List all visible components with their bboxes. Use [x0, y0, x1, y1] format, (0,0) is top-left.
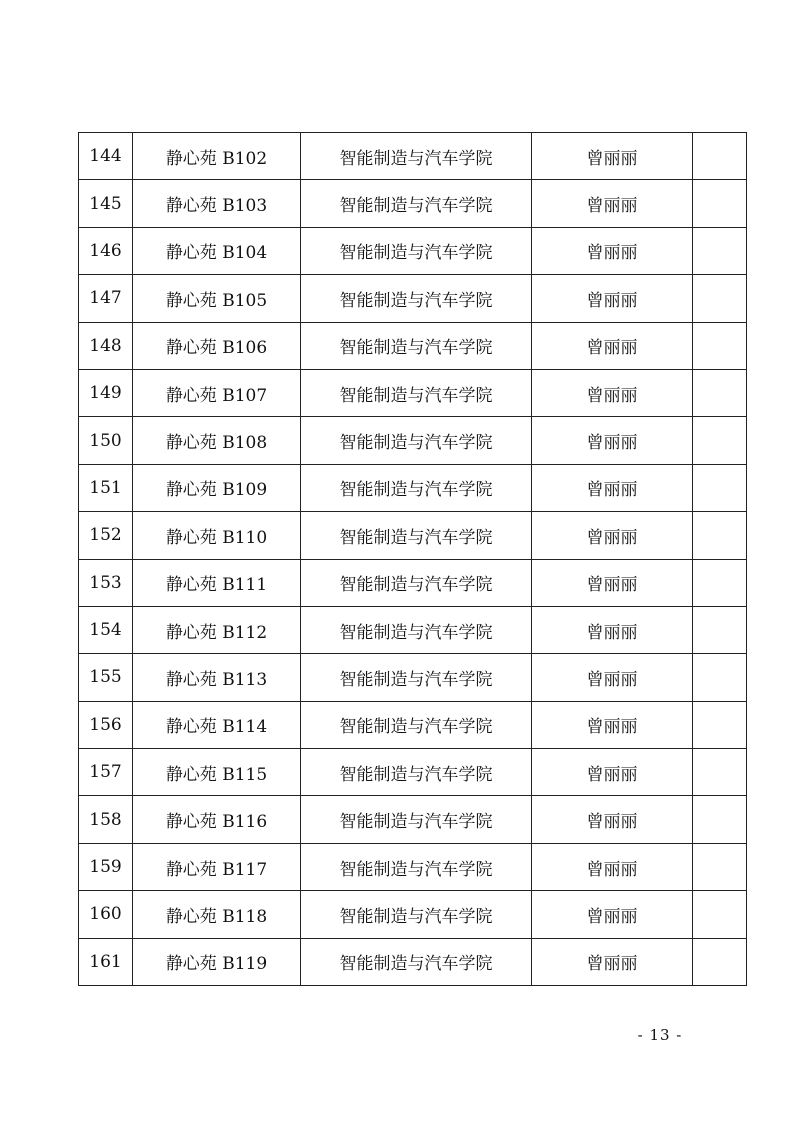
college-cell: 智能制造与汽车学院	[301, 227, 532, 274]
row-number-cell: 156	[79, 701, 133, 748]
row-number-cell: 154	[79, 606, 133, 653]
remarks-cell	[693, 606, 747, 653]
table-row	[79, 749, 747, 796]
remarks-cell	[693, 464, 747, 511]
contact-person-cell: 曾丽丽	[532, 701, 693, 748]
room-cell: 静心苑 B116	[133, 796, 301, 843]
table-row	[79, 796, 747, 843]
row-number-cell: 147	[79, 275, 133, 322]
remarks-cell	[693, 180, 747, 227]
remarks-cell	[693, 417, 747, 464]
row-number-cell: 155	[79, 654, 133, 701]
college-cell: 智能制造与汽车学院	[301, 701, 532, 748]
table-row	[79, 417, 747, 464]
room-cell: 静心苑 B115	[133, 749, 301, 796]
table-row	[79, 227, 747, 274]
table-row	[79, 891, 747, 938]
table-row	[79, 654, 747, 701]
room-cell: 静心苑 B114	[133, 701, 301, 748]
remarks-cell	[693, 796, 747, 843]
contact-person-cell: 曾丽丽	[532, 749, 693, 796]
contact-person-cell: 曾丽丽	[532, 796, 693, 843]
remarks-cell	[693, 322, 747, 369]
college-cell: 智能制造与汽车学院	[301, 938, 532, 985]
room-cell: 静心苑 B112	[133, 606, 301, 653]
remarks-cell	[693, 227, 747, 274]
college-cell: 智能制造与汽车学院	[301, 275, 532, 322]
table-row	[79, 275, 747, 322]
row-number-cell: 149	[79, 369, 133, 416]
table-row	[79, 464, 747, 511]
row-number-cell: 146	[79, 227, 133, 274]
row-number-cell: 161	[79, 938, 133, 985]
college-cell: 智能制造与汽车学院	[301, 654, 532, 701]
college-cell: 智能制造与汽车学院	[301, 749, 532, 796]
row-number-cell: 153	[79, 559, 133, 606]
remarks-cell	[693, 701, 747, 748]
room-cell: 静心苑 B107	[133, 369, 301, 416]
row-number-cell: 151	[79, 464, 133, 511]
contact-person-cell: 曾丽丽	[532, 180, 693, 227]
contact-person-cell: 曾丽丽	[532, 654, 693, 701]
contact-person-cell: 曾丽丽	[532, 322, 693, 369]
row-number-cell: 148	[79, 322, 133, 369]
contact-person-cell: 曾丽丽	[532, 559, 693, 606]
room-cell: 静心苑 B103	[133, 180, 301, 227]
contact-person-cell: 曾丽丽	[532, 227, 693, 274]
remarks-cell	[693, 559, 747, 606]
room-cell: 静心苑 B106	[133, 322, 301, 369]
row-number-cell: 160	[79, 891, 133, 938]
college-cell: 智能制造与汽车学院	[301, 891, 532, 938]
table-row	[79, 701, 747, 748]
row-number-cell: 157	[79, 749, 133, 796]
college-cell: 智能制造与汽车学院	[301, 843, 532, 890]
remarks-cell	[693, 891, 747, 938]
contact-person-cell: 曾丽丽	[532, 417, 693, 464]
row-number-cell: 159	[79, 843, 133, 890]
table-row	[79, 180, 747, 227]
dormitory-roster-table	[78, 132, 747, 986]
contact-person-cell: 曾丽丽	[532, 512, 693, 559]
page-number: - 13 -	[637, 1026, 683, 1044]
room-cell: 静心苑 B119	[133, 938, 301, 985]
room-cell: 静心苑 B102	[133, 133, 301, 180]
college-cell: 智能制造与汽车学院	[301, 559, 532, 606]
contact-person-cell: 曾丽丽	[532, 369, 693, 416]
room-cell: 静心苑 B109	[133, 464, 301, 511]
remarks-cell	[693, 843, 747, 890]
remarks-cell	[693, 275, 747, 322]
room-cell: 静心苑 B111	[133, 559, 301, 606]
table-row	[79, 369, 747, 416]
college-cell: 智能制造与汽车学院	[301, 322, 532, 369]
table-row	[79, 606, 747, 653]
college-cell: 智能制造与汽车学院	[301, 512, 532, 559]
room-cell: 静心苑 B117	[133, 843, 301, 890]
remarks-cell	[693, 654, 747, 701]
contact-person-cell: 曾丽丽	[532, 275, 693, 322]
row-number-cell: 152	[79, 512, 133, 559]
room-cell: 静心苑 B104	[133, 227, 301, 274]
table-row	[79, 843, 747, 890]
college-cell: 智能制造与汽车学院	[301, 369, 532, 416]
contact-person-cell: 曾丽丽	[532, 464, 693, 511]
row-number-cell: 145	[79, 180, 133, 227]
contact-person-cell: 曾丽丽	[532, 938, 693, 985]
room-cell: 静心苑 B105	[133, 275, 301, 322]
college-cell: 智能制造与汽车学院	[301, 464, 532, 511]
row-number-cell: 144	[79, 133, 133, 180]
remarks-cell	[693, 749, 747, 796]
table-row	[79, 512, 747, 559]
college-cell: 智能制造与汽车学院	[301, 796, 532, 843]
row-number-cell: 150	[79, 417, 133, 464]
college-cell: 智能制造与汽车学院	[301, 133, 532, 180]
contact-person-cell: 曾丽丽	[532, 891, 693, 938]
room-cell: 静心苑 B113	[133, 654, 301, 701]
contact-person-cell: 曾丽丽	[532, 843, 693, 890]
table-row	[79, 322, 747, 369]
roster-table-body	[79, 133, 747, 986]
table-row	[79, 133, 747, 180]
room-cell: 静心苑 B118	[133, 891, 301, 938]
contact-person-cell: 曾丽丽	[532, 133, 693, 180]
college-cell: 智能制造与汽车学院	[301, 606, 532, 653]
table-row	[79, 938, 747, 985]
room-cell: 静心苑 B110	[133, 512, 301, 559]
remarks-cell	[693, 133, 747, 180]
row-number-cell: 158	[79, 796, 133, 843]
college-cell: 智能制造与汽车学院	[301, 180, 532, 227]
remarks-cell	[693, 369, 747, 416]
room-cell: 静心苑 B108	[133, 417, 301, 464]
remarks-cell	[693, 938, 747, 985]
contact-person-cell: 曾丽丽	[532, 606, 693, 653]
college-cell: 智能制造与汽车学院	[301, 417, 532, 464]
table-row	[79, 559, 747, 606]
remarks-cell	[693, 512, 747, 559]
